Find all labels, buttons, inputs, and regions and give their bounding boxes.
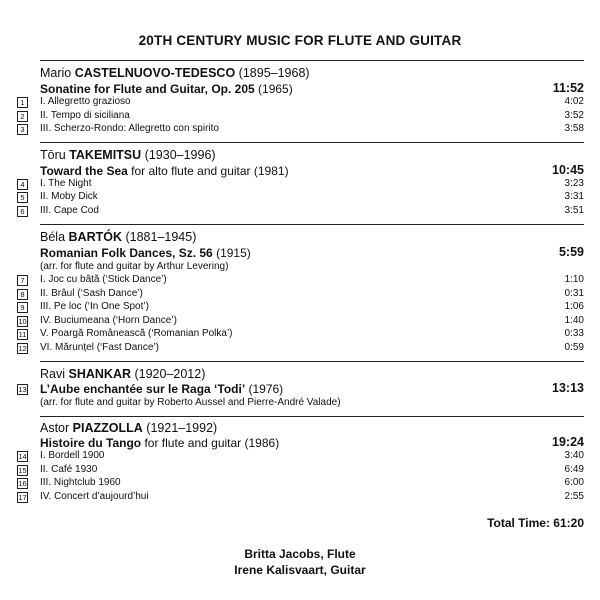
track-duration: 1:10 [564, 274, 584, 285]
work-title: Histoire du Tango [40, 436, 142, 450]
track-title: I. Joc cu bâtă (‘Stick Dance’) [40, 274, 167, 285]
work-heading [40, 382, 584, 396]
track-duration: 1:06 [564, 301, 584, 312]
track-duration: 6:00 [564, 477, 584, 488]
composer-last-name: SHANKAR [68, 367, 131, 381]
track-title: III. Scherzo-Rondo: Allegretto con spirito [40, 123, 219, 134]
track-title: IV. Concert d’aujourd’hui [40, 491, 149, 502]
work-details: (1965) [254, 82, 293, 96]
track-title: I. Bordell 1900 [40, 450, 105, 461]
track-number-box: 7 [17, 275, 28, 286]
performer-flute: Britta Jacobs, Flute [244, 547, 356, 561]
composer-first-name: Astor [40, 421, 70, 435]
track-title: I. The Night [40, 178, 92, 189]
track-row [0, 274, 600, 288]
track-title: III. Pe loc (‘In One Spot’) [40, 301, 149, 312]
section-divider [40, 142, 584, 143]
section-divider [40, 224, 584, 225]
track-row [0, 123, 600, 137]
composer-dates: (1895–1968) [238, 66, 310, 80]
work-details: for flute and guitar (1986) [141, 436, 280, 450]
work-duration: 19:24 [552, 435, 584, 449]
track-duration: 3:23 [564, 178, 584, 189]
track-number-box: 15 [18, 466, 27, 475]
composer-last-name: TAKEMITSU [69, 148, 142, 162]
track-title: VI. Mărunțel (‘Fast Dance’) [40, 342, 159, 353]
composer-dates: (1921–1992) [146, 421, 218, 435]
track-number-box: 4 [17, 179, 28, 190]
track-title: IV. Buciumeana (‘Horn Dance’) [40, 315, 177, 326]
track-duration: 2:55 [564, 491, 584, 502]
composer-dates: (1920–2012) [134, 367, 206, 381]
track-duration: 6:49 [564, 464, 584, 475]
composer-heading [40, 230, 196, 244]
arrangement-note: (arr. for flute and guitar by Arthur Levering) [40, 261, 229, 272]
section-divider [40, 361, 584, 362]
track-number-box: 2 [17, 111, 28, 122]
track-duration: 3:40 [564, 450, 584, 461]
page-title: 20TH CENTURY MUSIC FOR FLUTE AND GUITAR [138, 33, 462, 48]
work-details: (1976) [245, 382, 284, 396]
track-number-box: 5 [17, 192, 28, 203]
track-number-box: 8 [17, 289, 28, 300]
work-duration: 10:45 [552, 163, 584, 177]
composer-heading [40, 367, 205, 381]
track-number-box: 14 [18, 452, 27, 461]
track-row [0, 315, 600, 329]
track-number-box: 9 [17, 302, 28, 313]
track-row [0, 110, 600, 124]
track-row [0, 491, 600, 505]
work-heading [40, 82, 584, 96]
composer-first-name: Mario [40, 66, 72, 80]
track-title: II. Tempo di siciliana [40, 110, 130, 121]
track-row [0, 477, 600, 491]
track-duration: 0:33 [564, 328, 584, 339]
track-duration: 4:02 [564, 96, 584, 107]
composer-first-name: Tōru [40, 148, 66, 162]
composer-last-name: PIAZZOLLA [72, 421, 143, 435]
section-divider [40, 416, 584, 417]
work-details: (1915) [212, 246, 251, 260]
composer-first-name: Béla [40, 230, 66, 244]
work-heading [40, 436, 584, 450]
track-title: I. Allegretto grazioso [40, 96, 131, 107]
track-duration: 0:31 [564, 288, 584, 299]
track-number-box: 11 [18, 330, 27, 339]
track-number-box: 3 [17, 124, 28, 135]
track-duration: 0:59 [564, 342, 584, 353]
work-details: for alto flute and guitar (1981) [127, 164, 289, 178]
composer-last-name: CASTELNUOVO-TEDESCO [74, 66, 236, 80]
track-row [0, 205, 600, 219]
work-title: L’Aube enchantée sur le Raga ‘Todi’ [40, 382, 246, 396]
track-duration: 1:40 [564, 315, 584, 326]
composer-last-name: BARTÓK [68, 230, 122, 244]
track-title: V. Poargă Românească (‘Romanian Polka’) [40, 328, 233, 339]
track-title: III. Nightclub 1960 [40, 477, 121, 488]
composer-heading [40, 148, 216, 162]
work-duration: 5:59 [558, 245, 584, 259]
work-title: Romanian Folk Dances, Sz. 56 [40, 246, 213, 260]
track-title: II. Café 1930 [40, 464, 98, 475]
track-row [0, 178, 600, 192]
track-row [0, 328, 600, 342]
composer-heading [40, 421, 217, 435]
track-number-box: 17 [18, 493, 27, 502]
performers [0, 546, 600, 578]
track-row [0, 301, 600, 315]
track-number-box: 12 [18, 344, 27, 353]
track-title: II. Brâul (‘Sash Dance’) [40, 288, 143, 299]
track-duration: 3:52 [564, 110, 584, 121]
track-row [0, 191, 600, 205]
track-number-box: 16 [18, 479, 27, 488]
track-duration: 3:31 [564, 191, 584, 202]
work-duration: 11:52 [552, 81, 584, 95]
track-row [0, 288, 600, 302]
track-row [0, 450, 600, 464]
track-row [0, 464, 600, 478]
track-number-box: 6 [17, 206, 28, 217]
work-title: Toward the Sea [40, 164, 128, 178]
track-duration: 3:51 [564, 205, 584, 216]
composer-first-name: Ravi [40, 367, 66, 381]
section-divider [40, 60, 584, 61]
work-heading [40, 164, 584, 178]
work-heading [40, 246, 584, 260]
composer-dates: (1881–1945) [125, 230, 197, 244]
track-number-box: 10 [18, 317, 27, 326]
composer-heading [40, 66, 310, 80]
track-row [0, 96, 600, 110]
work-title: Sonatine for Flute and Guitar, Op. 205 [40, 82, 255, 96]
track-row [0, 342, 600, 356]
work-duration: 13:13 [552, 381, 584, 395]
total-time: Total Time: 61:20 [487, 516, 584, 530]
track-title: III. Cape Cod [40, 205, 99, 216]
track-number-box: 1 [17, 97, 28, 108]
performer-guitar: Irene Kalisvaart, Guitar [234, 563, 366, 577]
composer-dates: (1930–1996) [144, 148, 216, 162]
track-number-box: 13 [18, 385, 27, 394]
track-title: II. Moby Dick [40, 191, 98, 202]
track-duration: 3:58 [564, 123, 584, 134]
arrangement-note: (arr. for flute and guitar by Roberto Aussel and Pierre-André Valade) [40, 397, 341, 408]
